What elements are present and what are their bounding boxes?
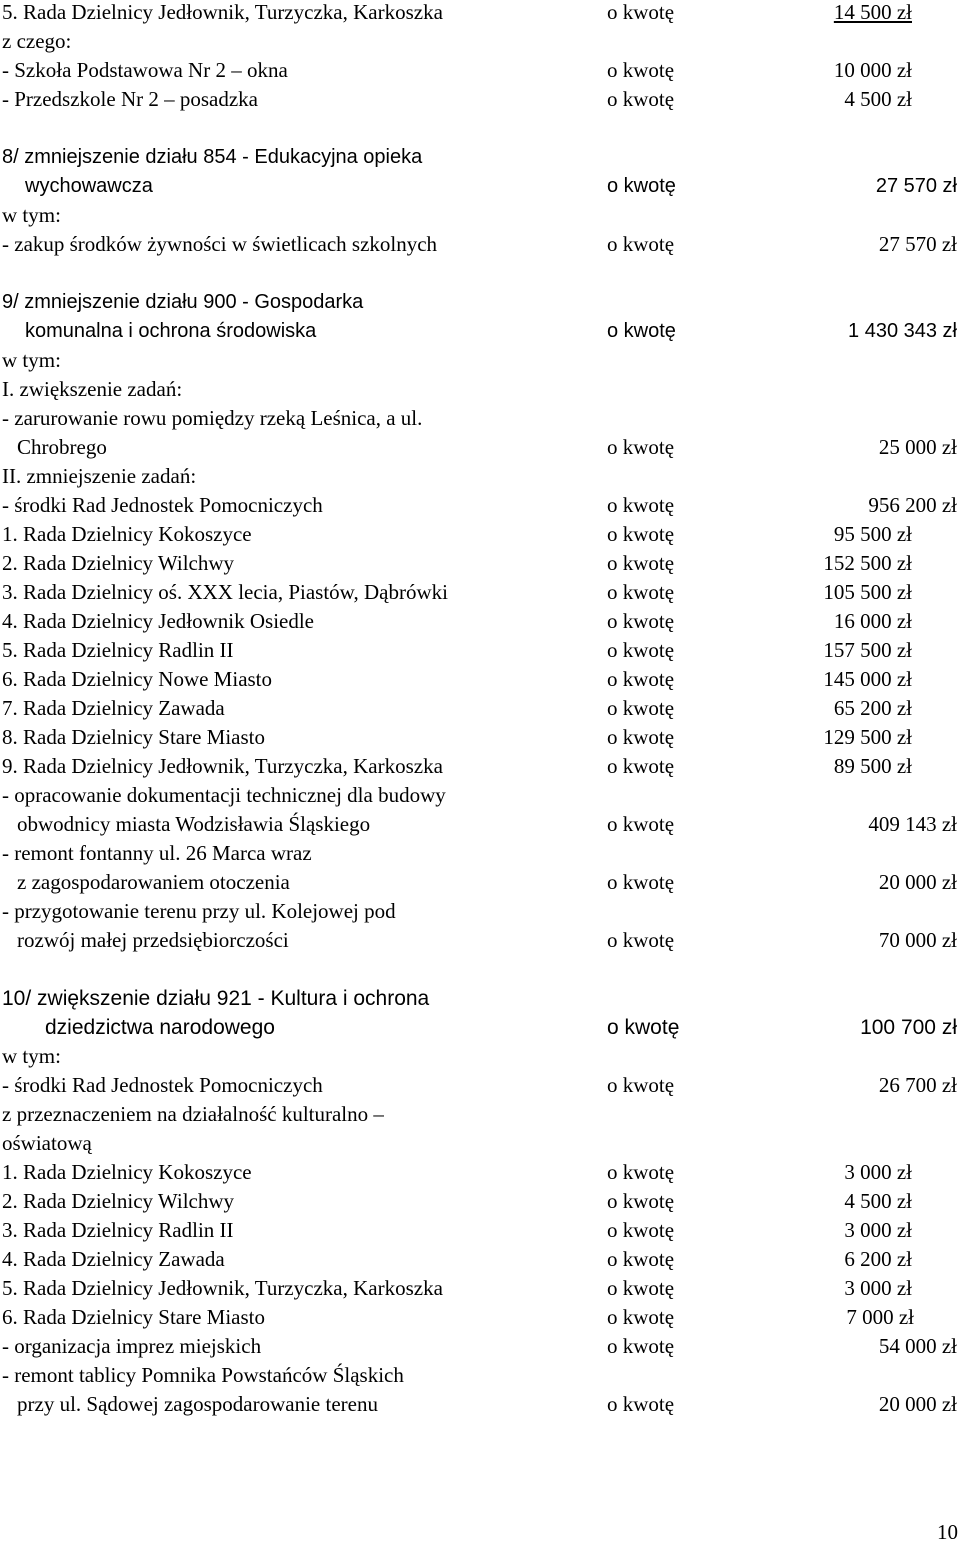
amount-value: 27 570 zł — [875, 175, 957, 197]
amount-value: 100 700 zł — [860, 1016, 957, 1039]
document-line — [0, 1187, 960, 1216]
kwota-label: o kwotę — [607, 551, 675, 575]
kwota-label: o kwotę — [607, 1392, 675, 1416]
kwota-label: o kwotę — [607, 232, 675, 256]
document-line — [0, 230, 960, 259]
amount-value: 14 500 zł — [833, 0, 912, 24]
line-text: - środki Rad Jednostek Pomocniczych — [2, 1073, 323, 1097]
amount-value: 152 500 zł — [823, 551, 912, 575]
kwota-label: o kwotę — [607, 928, 675, 952]
document-line — [0, 926, 960, 955]
kwota-label: o kwotę — [607, 1016, 680, 1039]
kwota-label: o kwotę — [607, 87, 675, 111]
kwota-label: o kwotę — [607, 1334, 675, 1358]
line-text: wychowawcza — [25, 175, 153, 197]
document-line — [0, 984, 960, 1013]
amount-value: 3 000 zł — [844, 1276, 912, 1300]
line-text: - opracowanie dokumentacji technicznej dla budowy — [2, 783, 446, 807]
line-text: 4. Rada Dzielnicy Jedłownik Osiedle — [2, 609, 315, 633]
amount-value: 70 000 zł — [878, 928, 957, 952]
document-line — [0, 1071, 960, 1100]
document-line — [0, 549, 960, 578]
line-text: 1. Rada Dzielnicy Kokoszyce — [2, 522, 252, 546]
document-line — [0, 462, 960, 491]
amount-value: 105 500 zł — [823, 580, 912, 604]
kwota-label: o kwotę — [607, 1305, 675, 1329]
amount-value: 7 000 zł — [846, 1305, 914, 1329]
document-line — [0, 1042, 960, 1071]
amount-value: 16 000 zł — [833, 609, 912, 633]
document-line — [0, 288, 960, 317]
page-number: 10 — [937, 1520, 958, 1544]
kwota-label: o kwotę — [607, 696, 675, 720]
kwota-label: o kwotę — [607, 1189, 675, 1213]
line-text: 2. Rada Dzielnicy Wilchwy — [2, 1189, 235, 1213]
amount-value: 157 500 zł — [823, 638, 912, 662]
document-line — [0, 433, 960, 462]
line-text: 8. Rada Dzielnicy Stare Miasto — [2, 725, 266, 749]
document-line — [0, 1013, 960, 1042]
amount-value: 3 000 zł — [844, 1218, 912, 1242]
amount-value: 25 000 zł — [878, 435, 957, 459]
amount-value: 27 570 zł — [878, 232, 957, 256]
document-line — [0, 578, 960, 607]
line-text: 3. Rada Dzielnicy Radlin II — [2, 1218, 234, 1242]
kwota-label: o kwotę — [607, 870, 675, 894]
kwota-label: o kwotę — [607, 320, 676, 342]
kwota-label: o kwotę — [607, 1160, 675, 1184]
amount-value: 1 430 343 zł — [848, 320, 957, 342]
line-text: w tym: — [2, 1044, 61, 1068]
document-line — [0, 491, 960, 520]
line-text: 2. Rada Dzielnicy Wilchwy — [2, 551, 235, 575]
kwota-label: o kwotę — [607, 1073, 675, 1097]
document-line — [0, 723, 960, 752]
line-text: - remont fontanny ul. 26 Marca wraz — [2, 841, 312, 865]
line-text: 7. Rada Dzielnicy Zawada — [2, 696, 225, 720]
amount-value: 4 500 zł — [844, 1189, 912, 1213]
line-text: dziedzictwa narodowego — [45, 1016, 275, 1039]
document-line — [0, 27, 960, 56]
line-text: 5. Rada Dzielnicy Jedłownik, Turzyczka, Karkoszka — [2, 0, 443, 24]
line-text: 5. Rada Dzielnicy Jedłownik, Turzyczka, Karkoszka — [2, 1276, 443, 1300]
document-line — [0, 201, 960, 230]
line-text: z przeznaczeniem na działalność kulturalno – — [2, 1102, 384, 1126]
line-text: z czego: — [2, 29, 72, 53]
kwota-label: o kwotę — [607, 725, 675, 749]
kwota-label: o kwotę — [607, 812, 675, 836]
document-line — [0, 1303, 960, 1332]
line-text: - Przedszkole Nr 2 – posadzka — [2, 87, 258, 111]
line-text: - zarurowanie rowu pomiędzy rzeką Leśnica, a ul. — [2, 406, 423, 430]
line-text: rozwój małej przedsiębiorczości — [17, 928, 289, 952]
amount-value: 4 500 zł — [844, 87, 912, 111]
document-line — [0, 85, 960, 114]
document-line — [0, 1361, 960, 1390]
document-line — [0, 375, 960, 404]
document-line — [0, 346, 960, 375]
document-line — [0, 636, 960, 665]
amount-value: 20 000 zł — [878, 870, 957, 894]
amount-value: 65 200 zł — [833, 696, 912, 720]
document-line — [0, 868, 960, 897]
document-line — [0, 520, 960, 549]
line-text: 3. Rada Dzielnicy oś. XXX lecia, Piastów, Dąbrówki — [2, 580, 448, 604]
line-text: - remont tablicy Pomnika Powstańców Śląskich — [2, 1363, 404, 1387]
line-text: 4. Rada Dzielnicy Zawada — [2, 1247, 225, 1271]
kwota-label: o kwotę — [607, 493, 675, 517]
kwota-label: o kwotę — [607, 0, 675, 24]
line-text: 9/ zmniejszenie działu 900 - Gospodarka — [2, 291, 364, 313]
document-line — [0, 694, 960, 723]
amount-value: 10 000 zł — [833, 58, 912, 82]
document-line — [0, 607, 960, 636]
kwota-label: o kwotę — [607, 580, 675, 604]
document-line — [0, 781, 960, 810]
document-line — [0, 0, 960, 27]
line-text: I. zwiększenie zadań: — [2, 377, 183, 401]
kwota-label: o kwotę — [607, 667, 675, 691]
kwota-label: o kwotę — [607, 638, 675, 662]
document-line — [0, 143, 960, 172]
amount-value: 95 500 zł — [833, 522, 912, 546]
line-text: - zakup środków żywności w świetlicach szkolnych — [2, 232, 438, 256]
line-text: 9. Rada Dzielnicy Jedłownik, Turzyczka, Karkoszka — [2, 754, 443, 778]
document-line — [0, 317, 960, 346]
document-line — [0, 810, 960, 839]
line-text: II. zmniejszenie zadań: — [2, 464, 197, 488]
document-line — [0, 1274, 960, 1303]
amount-value: 89 500 zł — [833, 754, 912, 778]
amount-value: 20 000 zł — [878, 1392, 957, 1416]
line-text: 5. Rada Dzielnicy Radlin II — [2, 638, 234, 662]
document-line — [0, 172, 960, 201]
kwota-label: o kwotę — [607, 1218, 675, 1242]
document-line — [0, 839, 960, 868]
line-text: oświatową — [2, 1131, 92, 1155]
amount-value: 956 200 zł — [868, 493, 957, 517]
amount-value: 409 143 zł — [868, 812, 957, 836]
kwota-label: o kwotę — [607, 175, 676, 197]
line-text: 8/ zmniejszenie działu 854 - Edukacyjna opieka — [2, 146, 423, 168]
document-line — [0, 56, 960, 85]
document-line — [0, 1332, 960, 1361]
document-line — [0, 897, 960, 926]
line-text: Chrobrego — [17, 435, 107, 459]
line-text: 6. Rada Dzielnicy Nowe Miasto — [2, 667, 273, 691]
amount-value: 145 000 zł — [823, 667, 912, 691]
amount-value: 6 200 zł — [844, 1247, 912, 1271]
document-line — [0, 1390, 960, 1419]
line-text: komunalna i ochrona środowiska — [25, 320, 317, 342]
amount-value: 129 500 zł — [823, 725, 912, 749]
line-text: obwodnicy miasta Wodzisławia Śląskiego — [17, 812, 371, 836]
document-line — [0, 1216, 960, 1245]
line-text: 6. Rada Dzielnicy Stare Miasto — [2, 1305, 266, 1329]
amount-value: 54 000 zł — [878, 1334, 957, 1358]
line-text: przy ul. Sądowej zagospodarowanie terenu — [17, 1392, 378, 1416]
kwota-label: o kwotę — [607, 1276, 675, 1300]
document-line — [0, 752, 960, 781]
document-line — [0, 1158, 960, 1187]
document-line — [0, 665, 960, 694]
line-text: w tym: — [2, 348, 61, 372]
line-text: 1. Rada Dzielnicy Kokoszyce — [2, 1160, 252, 1184]
line-text: - przygotowanie terenu przy ul. Kolejowej pod — [2, 899, 396, 923]
document-line — [0, 1129, 960, 1158]
kwota-label: o kwotę — [607, 1247, 675, 1271]
line-text: 10/ zwiększenie działu 921 - Kultura i ochrona — [2, 987, 430, 1010]
line-text: - Szkoła Podstawowa Nr 2 – okna — [2, 58, 288, 82]
line-text: - organizacja imprez miejskich — [2, 1334, 262, 1358]
document-line — [0, 1100, 960, 1129]
kwota-label: o kwotę — [607, 435, 675, 459]
document-line — [0, 404, 960, 433]
line-text: - środki Rad Jednostek Pomocniczych — [2, 493, 323, 517]
line-text: z zagospodarowaniem otoczenia — [17, 870, 290, 894]
amount-value: 3 000 zł — [844, 1160, 912, 1184]
amount-value: 26 700 zł — [878, 1073, 957, 1097]
line-text: w tym: — [2, 203, 61, 227]
document-line — [0, 1245, 960, 1274]
kwota-label: o kwotę — [607, 522, 675, 546]
kwota-label: o kwotę — [607, 754, 675, 778]
kwota-label: o kwotę — [607, 609, 675, 633]
kwota-label: o kwotę — [607, 58, 675, 82]
